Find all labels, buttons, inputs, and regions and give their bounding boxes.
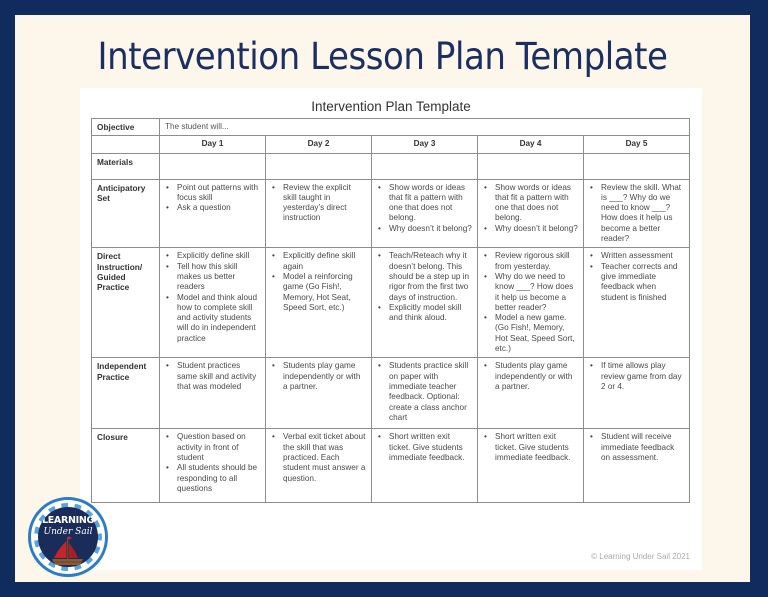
- cell: [160, 429, 266, 503]
- cell: [266, 179, 372, 248]
- cell: [584, 248, 690, 358]
- bullet-list: [165, 183, 260, 214]
- cell: [266, 153, 372, 179]
- bullet-list: [589, 183, 684, 245]
- bullet-item: • Teacher corrects and give immediate feedback when student is finished: [589, 262, 684, 303]
- bullet-list: [483, 183, 578, 234]
- objective-value: The student will...: [160, 119, 690, 136]
- sailboat-icon: [38, 507, 98, 567]
- bullet-item: • Review rigorous skill from yesterday.: [483, 251, 578, 272]
- copyright-notice: © Learning Under Sail 2021: [591, 552, 690, 561]
- bullet-list: [165, 251, 260, 344]
- bullet-list: [377, 432, 472, 463]
- objective-row: [92, 119, 690, 136]
- bullet-list: [271, 251, 366, 313]
- header-day-3: Day 3: [372, 136, 478, 153]
- objective-label: Objective: [92, 119, 160, 136]
- cell: [372, 358, 478, 429]
- cell: [372, 153, 478, 179]
- cell: [584, 358, 690, 429]
- cell: [478, 429, 584, 503]
- bullet-item: • If time allows play review game from day 2 or 4.: [589, 361, 684, 392]
- bullet-list: [483, 361, 578, 392]
- bullet-item: • Why do we need to know ___? How does it help us become a better reader?: [483, 272, 578, 313]
- cell: [584, 179, 690, 248]
- bullet-item: • Model a reinforcing game (Go Fish!, Memory, Hot Seat, Speed Sort, etc.): [271, 272, 366, 313]
- bullet-item: • Students play game independently or with a partner.: [483, 361, 578, 392]
- bullet-item: • Written assessment: [589, 251, 684, 261]
- bullet-list: [271, 183, 366, 224]
- logo-badge: [38, 507, 98, 567]
- bullet-list: [589, 361, 684, 392]
- bullet-list: [483, 251, 578, 354]
- cell: [372, 429, 478, 503]
- cell: [160, 248, 266, 358]
- bullet-item: • Short written exit ticket. Give students immediate feedback.: [483, 432, 578, 463]
- cell: [266, 248, 372, 358]
- row-independent-practice: [92, 358, 690, 429]
- bullet-item: • Short written exit ticket. Give students immediate feedback.: [377, 432, 472, 463]
- bullet-item: • Question based on activity in front of student: [165, 432, 260, 463]
- bullet-item: • Model and think aloud how to complete skill and activity students will do in independent practice: [165, 293, 260, 344]
- bullet-item: • Tell how this skill makes us better readers: [165, 262, 260, 293]
- bullet-item: • All students should be responding to all questions: [165, 463, 260, 494]
- bullet-item: • Why doesn’t it belong?: [377, 224, 472, 234]
- row-anticipatory-set: [92, 179, 690, 248]
- cream-panel: [15, 15, 750, 582]
- row-materials: [92, 153, 690, 179]
- bullet-list: [165, 432, 260, 494]
- document-title: Intervention Plan Template: [311, 99, 471, 114]
- bullet-item: • Ask a question: [165, 203, 260, 213]
- row-direct-instruction: [92, 248, 690, 358]
- logo-text-line1: LEARNING: [41, 515, 95, 526]
- bullet-list: [377, 361, 472, 423]
- header-day-1: Day 1: [160, 136, 266, 153]
- bullet-item: • Student will receive immediate feedback on assessment.: [589, 432, 684, 463]
- bullet-list: [589, 251, 684, 302]
- document-sheet: [80, 88, 702, 570]
- cell: [478, 153, 584, 179]
- cell: [584, 429, 690, 503]
- bullet-item: • Students practice skill on paper with immediate teacher feedback. Optional: create a class anchor chart: [377, 361, 472, 423]
- cell: [266, 429, 372, 503]
- row-label-anticipatory-set: Anticipatory Set: [92, 179, 160, 248]
- row-label-materials: Materials: [92, 153, 160, 179]
- cell: [478, 248, 584, 358]
- bullet-item: • Student practices same skill and activity that was modeled: [165, 361, 260, 392]
- cell: [478, 179, 584, 248]
- bullet-list: [377, 251, 472, 323]
- row-label-closure: Closure: [92, 429, 160, 503]
- learning-under-sail-logo: [28, 497, 108, 577]
- bullet-list: [589, 432, 684, 463]
- header-day-5: Day 5: [584, 136, 690, 153]
- cell: [160, 358, 266, 429]
- header-row: [92, 136, 690, 153]
- bullet-list: [271, 432, 366, 483]
- bullet-list: [483, 432, 578, 463]
- bullet-item: • Students play game independently or with a partner.: [271, 361, 366, 392]
- bullet-item: • Explicitly model skill and think aloud.: [377, 303, 472, 324]
- cell: [266, 358, 372, 429]
- bullet-list: [165, 361, 260, 392]
- bullet-item: • Explicitly define skill again: [271, 251, 366, 272]
- bullet-item: • Model a new game. (Go Fish!, Memory, Hot Seat, Speed Sort, etc.): [483, 313, 578, 354]
- bullet-item: • Review the skill. What is ___? Why do we need to know ___? How does it help us become a better reader?: [589, 183, 684, 245]
- page-title: Intervention Lesson Plan Template: [97, 35, 668, 78]
- cell: [478, 358, 584, 429]
- bullet-item: • Show words or ideas that fit a pattern with one that does not belong.: [377, 183, 472, 224]
- header-day-2: Day 2: [266, 136, 372, 153]
- bullet-list: [377, 183, 472, 234]
- bullet-item: • Why doesn’t it belong?: [483, 224, 578, 234]
- bullet-item: • Point out patterns with focus skill: [165, 183, 260, 204]
- intervention-plan-table: [91, 118, 690, 503]
- bullet-item: • Verbal exit ticket about the skill that was practiced. Each student must answer a question.: [271, 432, 366, 483]
- bullet-item: • Explicitly define skill: [165, 251, 260, 261]
- logo-text-line2: Under Sail: [43, 527, 93, 537]
- cell: [584, 153, 690, 179]
- cell: [372, 248, 478, 358]
- bullet-list: [271, 361, 366, 392]
- header-day-4: Day 4: [478, 136, 584, 153]
- bullet-item: • Review the explicit skill taught in yesterday’s direct instruction: [271, 183, 366, 224]
- row-label-independent-practice: Independent Practice: [92, 358, 160, 429]
- row-closure: [92, 429, 690, 503]
- row-label-direct-instruction: Direct Instruction/ Guided Practice: [92, 248, 160, 358]
- cell: [160, 179, 266, 248]
- header-blank: [92, 136, 160, 153]
- cell: [372, 179, 478, 248]
- cell: [160, 153, 266, 179]
- bullet-item: • Show words or ideas that fit a pattern with one that does not belong.: [483, 183, 578, 224]
- bullet-item: • Teach/Reteach why it doesn’t belong. This should be a step up in rigor from the first two days of instruction.: [377, 251, 472, 302]
